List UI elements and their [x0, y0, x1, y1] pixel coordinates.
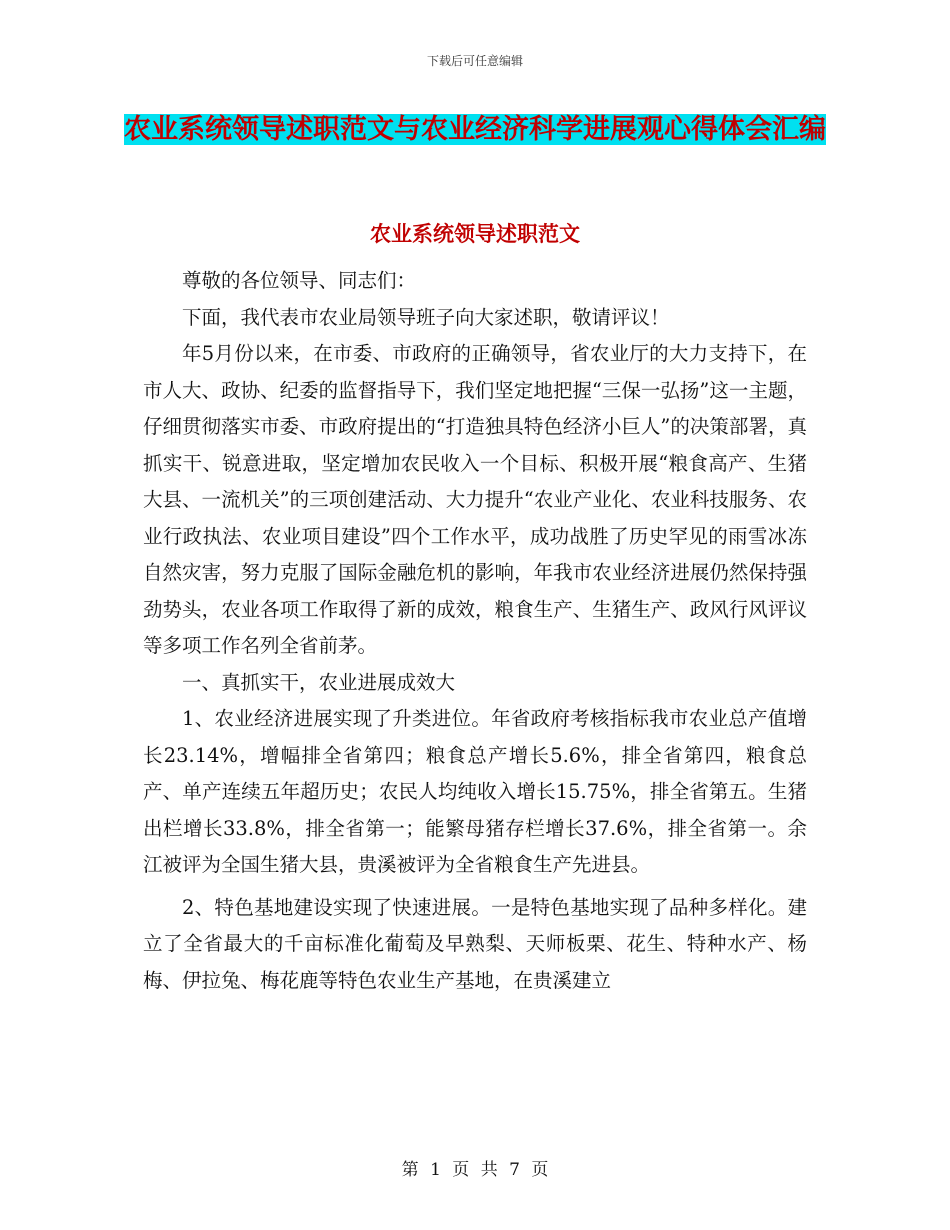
section-title: 农业系统领导述职范文	[370, 221, 580, 246]
paragraph: 年5月份以来，在市委、市政府的正确领导，省农业厅的大力支持下，在市人大、政协、纪委的监督指导下，我们坚定地把握“三保一弘扬”这一主题，仔细贯彻落实市委、市政府提出的“打造独具特色经济小巨人”的决策部署，真抓实干、锐意进取，坚定增加农民收入一个目标、积极开展“粮食高产、生猪大县、一流机关”的三项创建活动、大力提升“农业产业化、农业科技服务、农业行政执法、农业项目建设”四个工作水平，成功战胜了历史罕见的雨雪冰冻自然灾害，努力克服了国际金融危机的影响，年我市农业经济进展仍然保持强劲势头，农业各项工作取得了新的成效，粮食生产、生猪生产、政风行风评议等多项工作名列全省前茅。	[143, 342, 807, 657]
document-body	[143, 263, 807, 999]
document-title-text: 农业系统领导述职范文与农业经济科学进展观心得体会汇编	[124, 114, 826, 145]
page-header-note: 下载后可任意编辑	[426, 54, 523, 68]
paragraph: 尊敬的各位领导、同志们：	[182, 269, 417, 292]
page-number: 第 1 页 共 7 页	[401, 1160, 549, 1180]
paragraph: 1、农业经济进展实现了升类进位。年省政府考核指标我市农业总产值增长23.14%，增幅排全省第四；粮食总产增长5.6%，排全省第四，粮食总产、单产连续五年超历史；农民人均纯收入增长15.75%，排全省第五。生猪出栏增长33.8%，排全省第一；能繁母猪存栏增长37.6%，排全省第一。余江被评为全国生猪大县，贵溪被评为全省粮食生产先进县。	[143, 707, 807, 876]
paragraph: 2、特色基地建设实现了快速进展。一是特色基地实现了品种多样化。建立了全省最大的千亩标准化葡萄及早熟梨、天师板栗、花生、特种水产、杨梅、伊拉兔、梅花鹿等特色农业生产基地，在贵溪建立	[143, 895, 807, 992]
paragraph: 一、真抓实干，农业进展成效大	[182, 670, 456, 694]
document-title	[120, 108, 830, 152]
paragraph: 下面，我代表市农业局领导班子向大家述职，敬请评议！	[182, 305, 670, 329]
